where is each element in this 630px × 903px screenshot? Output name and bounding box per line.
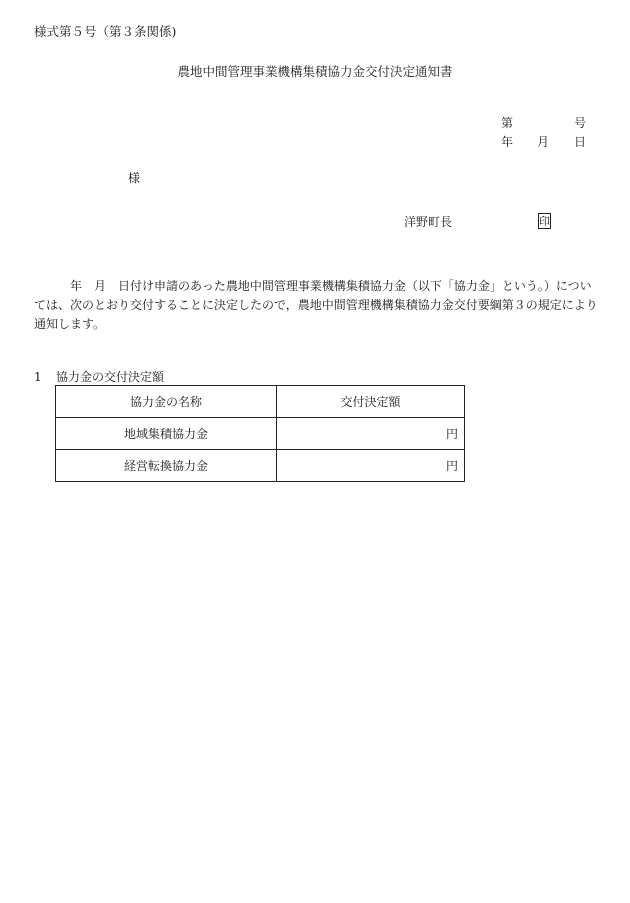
doc-number-suffix: 号: [574, 116, 587, 130]
amount-table: [55, 385, 465, 482]
document-title: 農地中間管理事業機構集積協力金交付決定通知書: [177, 64, 453, 79]
header-name: 協力金の名称: [56, 386, 277, 418]
row-amount: 円: [277, 450, 465, 482]
header-amount: 交付決定額: [277, 386, 465, 418]
doc-number-prefix: 第: [501, 116, 514, 130]
notice-line: 年 月 日付け申請のあった農地中間管理事業機構集積協力金（以下「協力金」という。）につい: [34, 279, 592, 293]
section-number: 1: [34, 370, 42, 384]
date-year: 年: [501, 135, 514, 149]
section-title: 協力金の交付決定額: [56, 370, 165, 384]
date-month: 月: [537, 135, 550, 149]
section-heading: [34, 371, 164, 383]
row-amount: 円: [277, 418, 465, 450]
seal-stamp: 印: [539, 214, 550, 228]
addressee-suffix: 様: [128, 171, 141, 185]
notice-body: [34, 277, 602, 334]
table-row: [56, 450, 465, 482]
notice-line: 通知します。: [34, 317, 106, 331]
row-name: 地域集積協力金: [56, 418, 277, 450]
issuer-name: 洋野町長: [404, 215, 453, 229]
table-header-row: [56, 386, 465, 418]
row-name: 経営転換協力金: [56, 450, 277, 482]
notice-line: ては、次のとおり交付することに決定したので，農地中間管理機構集積協力金交付要綱第３の規定により: [34, 298, 598, 312]
form-label: 様式第５号（第３条関係): [34, 24, 177, 39]
table-row: [56, 418, 465, 450]
date-day: 日: [574, 135, 587, 149]
